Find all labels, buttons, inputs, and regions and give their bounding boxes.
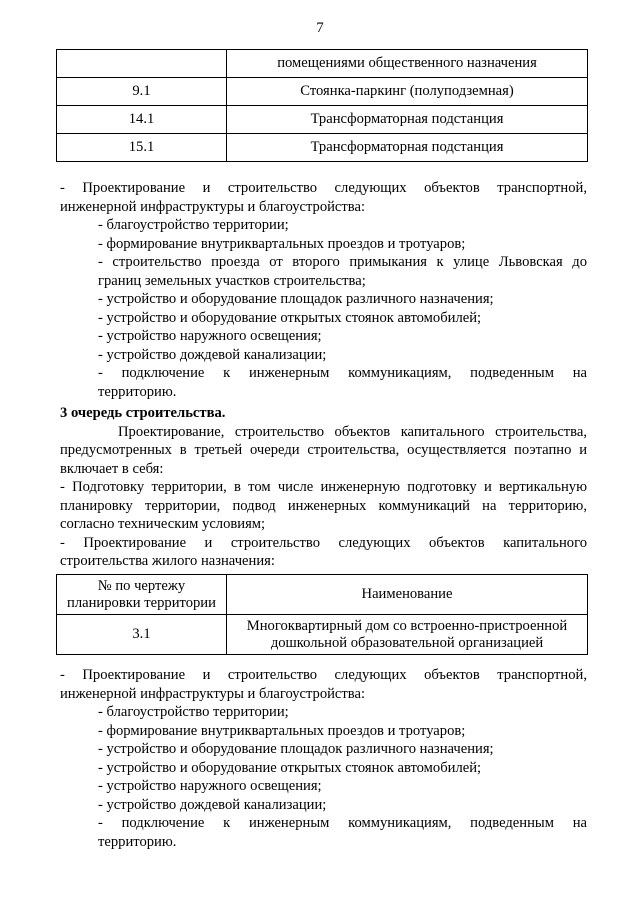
table-row <box>57 50 588 78</box>
list-item: - подключение к инженерным коммуникациям, подведенным на <box>98 365 587 381</box>
table-cell-num: 9.1 <box>57 78 227 106</box>
list-item: - благоустройство территории; <box>98 704 289 720</box>
header-num-line1: № по чертежу <box>97 577 186 594</box>
stage-3-section <box>60 404 587 571</box>
list-item: - устройство наружного освещения; <box>98 778 322 794</box>
row-name-line1: Многоквартирный дом со встроенно-пристроенной <box>246 617 568 634</box>
paragraph-line: инженерной инфраструктуры и благоустройства: <box>60 198 366 215</box>
table-row <box>57 134 588 162</box>
list-item: - устройство дождевой канализации; <box>98 346 327 363</box>
paragraph-line: строительства жилого назначения: <box>60 553 275 569</box>
paragraph-line: согласно техническим условиям; <box>60 516 266 532</box>
table-header-row <box>57 575 588 615</box>
table-cell-name: Стоянка-паркинг (полуподземная) <box>227 78 588 106</box>
paragraph-line: - Проектирование и строительство следующих объектов транспортной, <box>60 667 587 683</box>
list-item: - формирование внутриквартальных проездов и тротуаров; <box>98 235 466 252</box>
paragraph-line: - Проектирование и строительство следующих объектов транспортной, <box>60 180 587 196</box>
residential-objects-table <box>56 574 588 655</box>
table-cell-num: 15.1 <box>57 134 227 162</box>
paragraph-line: - Проектирование и строительство следующих объектов капитального <box>60 534 587 551</box>
paragraph-line: включает в себя: <box>60 460 164 477</box>
table-row <box>57 615 588 655</box>
list-item: - формирование внутриквартальных проездов и тротуаров; <box>98 722 466 739</box>
infrastructure-list-b <box>60 666 587 851</box>
table-cell-num: 14.1 <box>57 106 227 134</box>
table-header-name: Наименование <box>227 575 588 615</box>
list-item: - благоустройство территории; <box>98 217 289 233</box>
page-number: 7 <box>316 20 324 36</box>
list-item: - устройство и оборудование площадок различного назначения; <box>98 741 494 757</box>
paragraph-line: предусмотренных в третьей очереди строительства, осуществляется поэтапно и <box>60 442 587 458</box>
table-row <box>57 106 588 134</box>
list-item: - устройство дождевой канализации; <box>98 796 327 813</box>
table-cell-num: 3.1 <box>57 615 227 655</box>
table-cell-name <box>227 615 588 655</box>
table-cell-name: Трансформаторная подстанция <box>227 106 588 134</box>
table-row <box>57 78 588 106</box>
list-item: - подключение к инженерным коммуникациям, подведенным на <box>98 815 587 831</box>
list-item: - устройство и оборудование открытых стоянок автомобилей; <box>98 309 482 326</box>
paragraph-line: инженерной инфраструктуры и благоустройства: <box>60 685 366 702</box>
table-header-num <box>57 575 227 615</box>
section-heading: 3 очередь строительства. <box>60 405 226 421</box>
list-item: - устройство и оборудование площадок различного назначения; <box>98 291 494 307</box>
list-item: территорию. <box>98 383 177 400</box>
list-item: - строительство проезда от второго примыкания к улице Львовская до <box>98 254 587 270</box>
paragraph-line: - Подготовку территории, в том числе инженерную подготовку и вертикальную <box>60 479 587 495</box>
list-item: границ земельных участков строительства; <box>98 272 366 289</box>
list-item: - устройство и оборудование открытых стоянок автомобилей; <box>98 759 482 776</box>
row-name-line2: дошкольной образовательной организацией <box>270 634 544 651</box>
table-cell-name: Трансформаторная подстанция <box>227 134 588 162</box>
infrastructure-list-a <box>60 179 587 401</box>
header-num-line2: планировки территории <box>67 594 216 611</box>
list-item: - устройство наружного освещения; <box>98 328 322 344</box>
table-cell-num <box>57 50 227 78</box>
objects-table-continued <box>56 49 588 162</box>
table-cell-name: помещениями общественного назначения <box>227 50 588 78</box>
paragraph-line: Проектирование, строительство объектов капитального строительства, <box>118 423 587 440</box>
paragraph-line: планировку территории, подвод инженерных коммуникаций на территорию, <box>60 497 587 514</box>
list-item: территорию. <box>98 833 177 850</box>
